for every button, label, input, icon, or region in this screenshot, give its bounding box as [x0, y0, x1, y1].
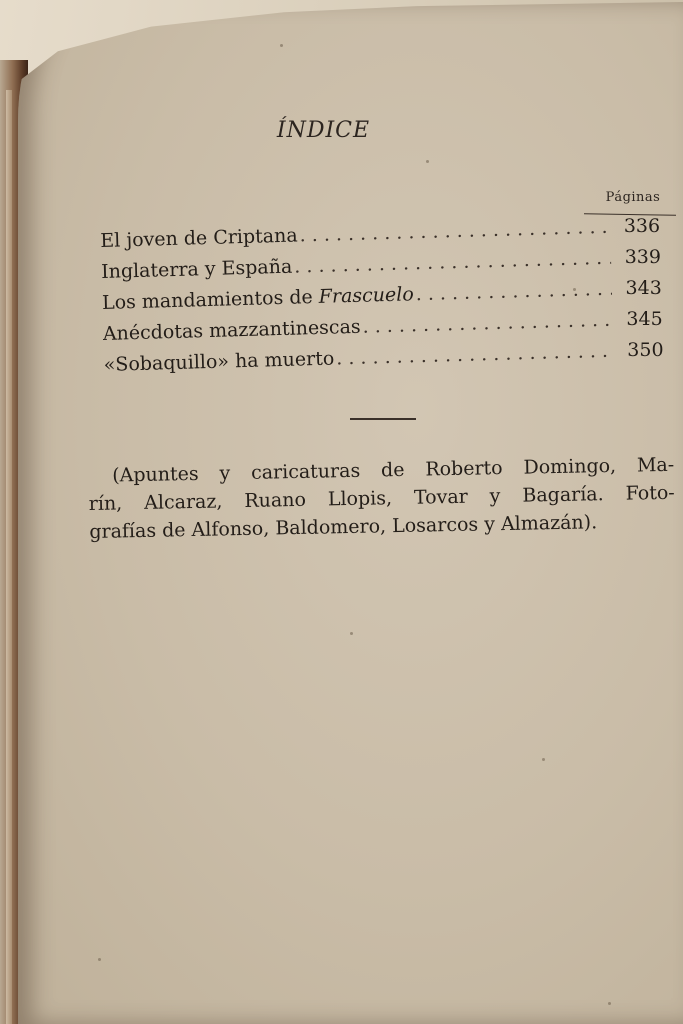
section-divider — [350, 418, 416, 420]
credits-line: grafías de Alfonso, Baldomero, Losarcos y Almazán). — [89, 511, 598, 543]
credits-line: (Apuntes y caricaturas de Roberto Domingo, Ma- — [112, 453, 675, 487]
paper-speck — [98, 958, 101, 961]
page-stack-edge — [6, 90, 12, 1024]
page-title: ÍNDICE — [276, 118, 371, 143]
dot-leader — [415, 278, 612, 305]
toc-entry-title-italic: Frascuelo — [318, 283, 415, 308]
paper-speck — [608, 1002, 611, 1005]
paper-speck — [426, 160, 429, 163]
paper-speck — [542, 758, 545, 761]
toc-entry-title-plain: Los mandamientos de — [101, 285, 320, 314]
table-of-contents — [100, 214, 664, 385]
illustration-credits — [88, 451, 676, 546]
paper-speck — [280, 44, 283, 47]
credits-line: rín, Alcaraz, Ruano Llopis, Tovar y Bagaría. Foto- — [88, 481, 675, 515]
toc-entry-page: 336 — [623, 214, 661, 237]
pages-column-header: Páginas — [605, 190, 661, 205]
toc-entry-page: 339 — [624, 245, 661, 268]
paper-speck — [350, 632, 353, 635]
toc-entry-page: 350 — [627, 338, 664, 361]
toc-entry-title: «Sobaquillo» ha muerto — [103, 347, 335, 376]
toc-entry-title: Inglaterra y España — [100, 255, 293, 283]
toc-entry-page: 345 — [626, 307, 663, 330]
toc-entry-page: 343 — [625, 276, 662, 299]
toc-entry-title: El joven de Criptana — [100, 224, 298, 252]
toc-entry-title: Anécdotas mazzantinescas — [102, 315, 361, 345]
